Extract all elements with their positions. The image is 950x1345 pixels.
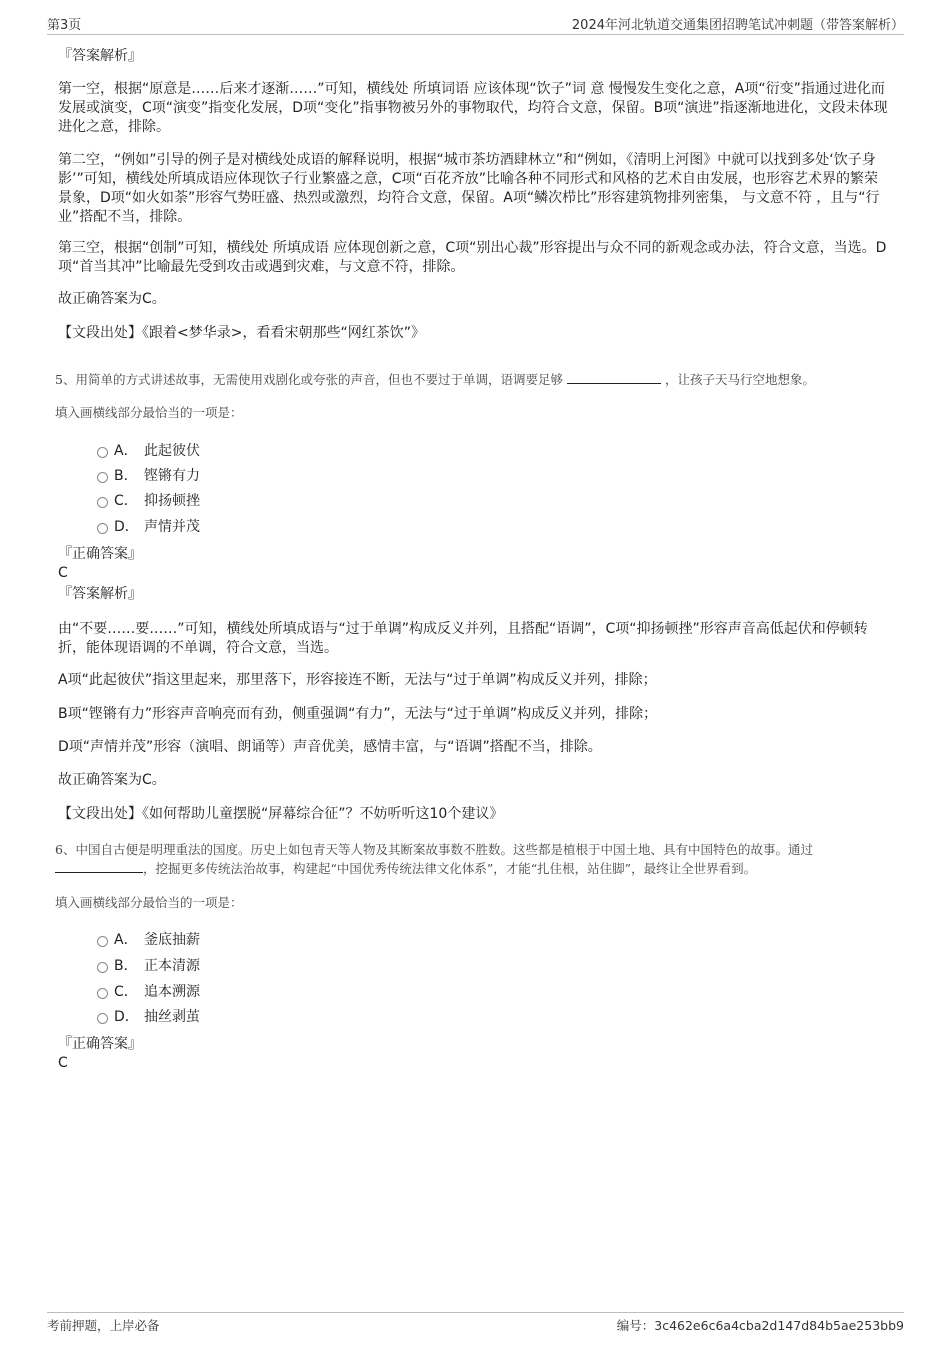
analysis-label: 『答案解析』 [58, 586, 142, 602]
stem-text: 5、用简单的方式讲述故事，无需使用戏剧化或夸张的声音，但也不要过于单调，语调要足够 [55, 372, 563, 387]
radio-icon[interactable] [97, 962, 108, 973]
conclusion: 故正确答案为C。 [58, 291, 166, 307]
radio-icon[interactable] [97, 936, 108, 947]
analysis-paragraph: B项“铿锵有力”形容声音响亮而有劲，侧重强调“有力”，无法与“过于单调”构成反义并列，排除； [58, 706, 658, 722]
conclusion: 故正确答案为C。 [58, 772, 166, 788]
option-b[interactable]: B． 铿锵有力 [97, 465, 200, 485]
source-citation: 【文段出处】《跟着<梦华录>，看看宋朝那些“网红茶饮”》 [58, 325, 425, 341]
stem-text: ，挖掘更多传统法治故事，构建起“中国优秀传统法律文化体系”，才能“扎住根，站住脚”，最终让全世界看到。 [143, 861, 757, 876]
option-b[interactable]: B． 正本清源 [97, 955, 200, 975]
question-6-stem [55, 840, 895, 878]
option-c[interactable]: C． 追本溯源 [97, 981, 200, 1001]
question-prompt: 填入画横线部分最恰当的一项是： [55, 895, 243, 910]
stem-text: ，让孩子天马行空地想象。 [664, 372, 815, 387]
page-number: 第3页 [47, 18, 82, 33]
radio-icon[interactable] [97, 988, 108, 999]
option-d[interactable]: D． 声情并茂 [97, 516, 200, 536]
correct-answer: C [58, 1055, 68, 1071]
option-a[interactable]: A． 此起彼伏 [97, 440, 200, 460]
analysis-paragraph: 由“不要……要……”可知，横线处所填成语与“过于单调”构成反义并列，且搭配“语调”，C项“抑扬顿挫”形容声音高低起伏和停顿转折，能体现语调的不单调，符合文意，当选。 [58, 621, 868, 656]
option-a[interactable]: A． 釜底抽薪 [97, 929, 200, 949]
stem-text: 6、中国自古便是明理重法的国度。历史上如包青天等人物及其断案故事数不胜数。这些都是植根于中国土地、具有中国特色的故事。通过 [55, 842, 813, 857]
option-d[interactable]: D． 抽丝剥茧 [97, 1006, 200, 1026]
document-title: 2024年河北轨道交通集团招聘笔试冲刺题（带答案解析） [571, 18, 904, 33]
radio-icon[interactable] [97, 497, 108, 508]
page-footer [47, 1312, 904, 1335]
correct-answer-label: 『正确答案』 [58, 1036, 142, 1052]
page-header [47, 14, 904, 35]
radio-icon[interactable] [97, 1013, 108, 1024]
correct-answer: C [58, 565, 68, 581]
question-prompt: 填入画横线部分最恰当的一项是： [55, 405, 243, 420]
analysis-paragraph: 第三空，根据“创制”可知，横线处 所填成语 应体现创新之意，C项“别出心裁”形容提出与众不同的新观念或办法，符合文意，当选。D项“首当其冲”比喻最先受到攻击或遇到灾难，与文意不符，排除。 [58, 240, 887, 275]
radio-icon[interactable] [97, 472, 108, 483]
answer-blank [567, 371, 661, 384]
source-citation: 【文段出处】《如何帮助儿童摆脱“屏幕综合征”？不妨听听这10个建议》 [58, 806, 504, 822]
question-5-stem [55, 370, 895, 389]
analysis-paragraph: D项“声情并茂”形容（演唱、朗诵等）声音优美，感情丰富，与“语调”搭配不当，排除。 [58, 739, 602, 755]
analysis-paragraph: 第一空，根据“原意是……后来才逐渐……”可知，横线处 所填词语 应该体现“饮子”词 意 慢慢发生变化之意，A项“衍变”指通过进化而发展或演变，C项“演变”指变化发展，D项“变化”指事物被另外的事物取代，均符合文意，保留。B项“演进”指逐渐地进化，文段未体现进化之意，排除。 [58, 81, 888, 135]
analysis-label: 『答案解析』 [58, 48, 142, 64]
radio-icon[interactable] [97, 523, 108, 534]
answer-blank [55, 860, 143, 873]
option-c[interactable]: C． 抑扬顿挫 [97, 490, 200, 510]
radio-icon[interactable] [97, 447, 108, 458]
analysis-paragraph: 第二空，“例如”引导的例子是对横线处成语的解释说明，根据“城市茶坊酒肆林立”和“例如，《清明上河图》中就可以找到多处‘饮子身影’”可知，横线处所填成语应体现饮子行业繁盛之意，C项“百花齐放”比喻各种不同形式和风格的艺术自由发展，也形容艺术界的繁荣景象，D项“如火如荼”形容气势旺盛、热烈或激烈，均符合文意，保留。A项“鳞次栉比”形容建筑物排列密集， 与文意不符 ，且与“行业”搭配不当，排除。 [58, 152, 880, 225]
footer-slogan: 考前押题，上岸必备 [47, 1318, 160, 1333]
correct-answer-label: 『正确答案』 [58, 546, 142, 562]
analysis-paragraph: A项“此起彼伏”指这里起来，那里落下，形容接连不断，无法与“过于单调”构成反义并列，排除； [58, 672, 657, 688]
document-id: 编号：3c462e6c6a4cba2d147d84b5ae253bb9 [616, 1318, 904, 1333]
